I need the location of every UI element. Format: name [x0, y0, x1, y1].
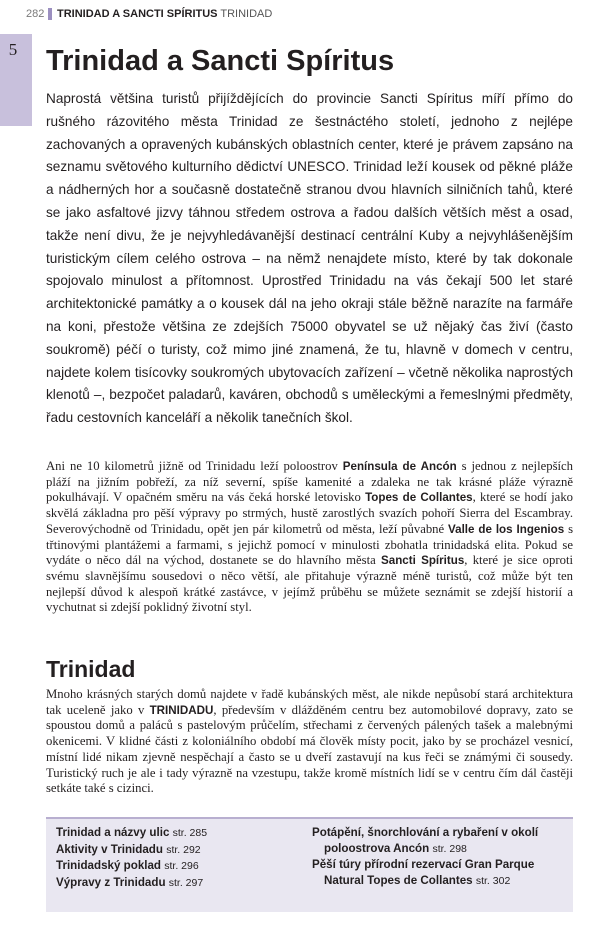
running-head-section: TRINIDAD A SANCTI SPÍRITUS [57, 8, 218, 20]
cross-reference-item[interactable] [56, 825, 296, 842]
chapter-title: Trinidad a Sancti Spíritus [46, 45, 395, 77]
cross-reference-item[interactable] [56, 875, 296, 892]
place-name-ancon: Península de Ancón [342, 460, 457, 473]
cross-reference-page: str. 296 [164, 860, 199, 872]
header-divider [48, 8, 52, 20]
cross-reference-box [46, 817, 573, 912]
cross-reference-label: Pěší túry přírodní rezervací Gran Parque Natural Topes de Collantes [312, 858, 535, 887]
body-paragraph-trinidad [46, 687, 573, 797]
text-run: Mnoho krásných starých domů najdete v řadě kubánských měst, ale nikde nepůsobí stará architektura tak uceleně jako v [46, 687, 573, 717]
cross-reference-page: str. 298 [432, 842, 467, 855]
cross-reference-label: Výpravy z Trinidadu [56, 875, 166, 889]
body-paragraph-surroundings [46, 459, 573, 616]
text-run: , které je sice oproti svému slavnějšímu sousedovi o něco větší, ale přitahuje výrazně méně turistů, což může být ten nejlepší důvod k alespoň krátké zastávce, v jejímž průběhu se můžete seznámit se zdejší historií a vychutnat si zdejší poklidný životní styl. [46, 553, 573, 615]
running-head-text [57, 6, 272, 22]
cross-reference-page: str. 297 [168, 876, 204, 889]
section-heading: Trinidad [46, 656, 136, 682]
chapter-tab [0, 34, 32, 126]
chapter-number: 5 [8, 40, 18, 59]
text-run: s třtinovými plantážemi a farmami, s jejichž pomocí v minulosti zbohatla trinidadská elita. Pokud se vydáte o něco dál na východ, dostanete se do hlavního města [46, 521, 573, 568]
cross-reference-page: str. 285 [172, 827, 208, 839]
cross-reference-item[interactable] [56, 858, 296, 875]
cross-reference-label: Trinidadský poklad [56, 859, 162, 872]
text-run: Ani ne 10 kilometrů jižně od Trinidadu leží poloostrov [46, 459, 343, 473]
place-name-sancti-spiritus: Sancti Spíritus [381, 554, 465, 568]
text-run: , především v dlážděném centru bez automobilové dopravy, zato se spoustou domů a paláců s pastelovým průčelím, střechami z červených pálených tašek a malebnými okenicemi. V klidné části z koloniálního období má člověk místy pocit, jako by se procházel vesnicí, místní lidé nikam zjevně nespěchají a často se u dveří zastavují na kus řeči se známými či sousedy. Turistický ruch je ale i tady výrazně na vzestupu, takže kromě místních lidí se v centru čím dál častěji setkáte také s cizinci. [46, 702, 573, 796]
place-name-trinidad: TRINIDADU [149, 703, 214, 717]
running-header [0, 6, 600, 22]
text-run: s jednou z nejlepších pláží na jižním pobřeží, za níž severní, spíše kamenité a zdaleka ne tak krásné pláže výrazně pokulhávají. V opačném směru na vás čeká horské letovisko [46, 459, 574, 505]
cross-reference-page: str. 302 [475, 874, 511, 887]
place-name-valle: Valle de los Ingenios [448, 522, 565, 536]
cross-reference-item[interactable] [312, 825, 564, 857]
cross-reference-item[interactable] [56, 842, 296, 859]
intro-paragraph: Naprostá většina turistů přijíždějících do provincie Sancti Spíritus míří přímo do rušného rázovitého města Trinidad ze šestnáctého století, jednoho z nejlépe zachovaných a opravených kubánských oblastních center, které je právem zapsáno na seznamu světového kulturního dědictví UNESCO. Trinidad leží kousek od pěkné pláže a nádherných hor a současně dostatečně stranou dvou hlavních silničních tahů, které se jako asfaltové jizvy táhnou středem ostrova a řadou dalších větších měst a osad, takže není divu, že je nejvyhledávanější destinací centrální Kuby a nejvyhlášenějším turistickým cílem celého ostrova – na němž nenajdete místo, které by tak dokonale spojovalo minulost a přítomnost. Uprostřed Trinidadu na vás čekají 500 let staré architektonické památky a o kousek dál na jeho okraji stále běžně narazíte na farmáře na koni, přestože většina ze zdejších 75000 obyvatel se už nějaký čas živí (často soukromě) péčí o turisty, což mimo jiné znamená, že tu, hlavně v domech v centru, najdete kolem tisícovky soukromých ubytovacích zařízení – včetně několika naprostých klenotů –, bezpočet paladarů, kaváren, obchodů s uměleckými a řemeslnými předměty, řadu cestovních kanceláří a několik tanečních škol. [46, 91, 573, 426]
cross-reference-label: Potápění, šnorchlování a rybaření v okolí poloostrova Ancón [312, 826, 539, 855]
cross-reference-label: Trinidad a názvy ulic [56, 826, 170, 839]
cross-reference-column-left [56, 825, 296, 891]
cross-reference-label: Aktivity v Trinidadu [56, 842, 163, 856]
cross-reference-item[interactable] [312, 857, 564, 889]
page-number: 282 [26, 8, 45, 20]
place-name-topes: Topes de Collantes [365, 491, 473, 505]
cross-reference-page: str. 292 [166, 843, 201, 856]
cross-reference-column-right [312, 825, 564, 889]
running-head-subsection: TRINIDAD [220, 8, 273, 20]
text-run: , které se hodí jako skvělá základna pro pěší výpravy po strmých, hustě zarostlých svazích pohoří Sierra del Escambray. Severovýchodně od Trinidadu, opět jen pár kilometrů od města, leží půvabné [46, 490, 574, 536]
